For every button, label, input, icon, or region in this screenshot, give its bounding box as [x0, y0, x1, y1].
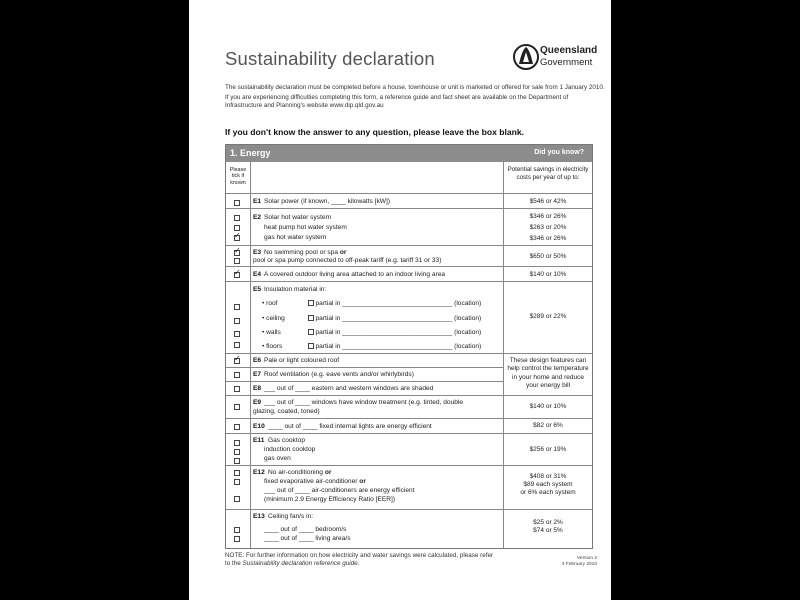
footnote-line-2 — [225, 560, 359, 567]
e5-roof-location: (location) — [454, 300, 482, 307]
e13-bedroom-checkbox[interactable] — [234, 527, 240, 533]
e5-walls-partial-checkbox[interactable] — [308, 329, 314, 335]
e8-text: ___ out of ____ eastern and western windows are shaded — [264, 385, 434, 392]
e12-or-2: or — [359, 478, 366, 485]
e3-text-1a: No swimming pool or spa — [264, 249, 340, 256]
form-sheet — [189, 0, 611, 600]
section-header — [226, 145, 592, 162]
e12-saving-1: $408 or 31% — [529, 473, 567, 480]
e5-ceiling-checkbox[interactable] — [234, 318, 240, 324]
e5-roof-partial-checkbox[interactable] — [308, 300, 314, 306]
e5-ceiling-item: • ceiling — [262, 315, 285, 322]
e2-gas-checkbox[interactable] — [234, 235, 240, 241]
e6-code: E6 — [253, 357, 262, 364]
divider — [250, 162, 251, 548]
e2-saving-1: $346 or 26% — [529, 213, 567, 220]
e11-text-2: induction cooktop — [264, 446, 316, 453]
e3-saving: $650 or 50% — [529, 253, 567, 260]
e12-efficient-checkbox[interactable] — [234, 496, 240, 502]
e2-text-3: gas hot water system — [264, 234, 327, 241]
e4-text: A covered outdoor living area attached to an indoor living area — [264, 271, 446, 278]
page-title: Sustainability declaration — [225, 48, 435, 69]
section-title: 1. Energy — [230, 148, 271, 158]
e12-code: E12 — [253, 469, 265, 476]
energy-table — [225, 144, 593, 549]
e10-saving: $82 or 6% — [533, 422, 563, 429]
e9-checkbox[interactable] — [234, 404, 240, 410]
e5-floors-partial-checkbox[interactable] — [308, 343, 314, 349]
blank-instruction: If you don't know the answer to any question, please leave the box blank. — [225, 127, 525, 137]
e12-no-ac-checkbox[interactable] — [234, 470, 240, 476]
e2-saving-2: $263 or 20% — [529, 224, 567, 231]
e3-text-1 — [264, 249, 346, 256]
e5-walls-label: walls — [266, 329, 281, 336]
e5-ceiling-partial-text: partial in ______________________________ — [315, 315, 453, 322]
e11-induction-checkbox[interactable] — [234, 449, 240, 455]
intro-para-2: If you are experiencing difficulties completing this form, a reference guide and fact sheet are available on the Department of Infrastructure and Planning's website www.dip.qld.gov.au — [225, 93, 569, 110]
row-divider — [226, 418, 592, 419]
e5-ceiling-label: ceiling — [266, 315, 285, 322]
e2-code: E2 — [253, 214, 262, 221]
e1-saving: $546 or 42% — [529, 198, 567, 205]
e3-or: or — [339, 249, 347, 256]
e3-code: E3 — [253, 249, 262, 256]
e5-ceiling-partial — [308, 315, 481, 322]
row-divider — [226, 509, 592, 510]
e1-code: E1 — [253, 198, 262, 205]
e8-checkbox[interactable] — [234, 386, 240, 392]
row-divider — [226, 208, 592, 209]
tick-column-header: Please tick if known — [229, 167, 247, 186]
e7-code: E7 — [253, 371, 262, 378]
e5-walls-partial — [308, 329, 481, 336]
e5-roof-partial — [308, 300, 481, 307]
logo-line2: Government — [540, 57, 593, 68]
e5-floors-partial-text: partial in ______________________________ — [315, 343, 453, 350]
e5-floors-label: floors — [266, 343, 283, 350]
e2-saving-3: $346 or 26% — [529, 235, 567, 242]
e4-code: E4 — [253, 271, 262, 278]
e6-text: Pale or light coloured roof — [264, 357, 340, 364]
e4-saving: $140 or 10% — [529, 271, 567, 278]
e5-code: E5 — [253, 286, 262, 293]
crest-icon — [513, 42, 539, 72]
intro-para-1: The sustainability declaration must be completed before a house, townhouse or unit is marketed or offered for sale from 1 January 2010. — [225, 84, 605, 91]
e5-floors-partial — [308, 343, 481, 350]
e5-floors-location: (location) — [454, 343, 482, 350]
e5-roof-item: • roof — [262, 300, 278, 307]
e11-text-3: gas oven — [264, 455, 291, 462]
e2-text-1: Solar hot water system — [264, 214, 332, 221]
footnote-prefix: to the — [225, 560, 243, 567]
e5-walls-checkbox[interactable] — [234, 331, 240, 337]
e13-text-1: ____ out of ____ bedroom/s — [264, 526, 347, 533]
e11-text-1: Gas cooktop — [268, 437, 306, 444]
e12-text-1 — [268, 469, 331, 476]
row-divider — [226, 353, 592, 354]
e10-text: ____ out of ____ fixed internal lights are energy efficient — [268, 423, 432, 430]
e5-walls-partial-text: partial in ______________________________ — [315, 329, 453, 336]
e11-gas-oven-checkbox[interactable] — [234, 458, 240, 464]
row-divider — [226, 281, 592, 282]
e13-saving-2: $74 or 5% — [533, 527, 563, 534]
savings-column-header: Potential savings in electricity costs per year of up to: — [507, 166, 589, 181]
e13-text-2: ____ out of ____ living area/s — [264, 535, 351, 542]
e5-walls-item: • walls — [262, 329, 281, 336]
e3-no-pool-checkbox[interactable] — [234, 250, 240, 256]
e12-text-4: (minimum 2.9 Energy Efficiency Ratio [EER]) — [264, 496, 396, 503]
e9-saving: $140 or 10% — [529, 403, 567, 410]
e5-floors-checkbox[interactable] — [234, 342, 240, 348]
e5-walls-location: (location) — [454, 329, 482, 336]
e1-checkbox[interactable] — [234, 200, 240, 206]
row-divider — [226, 193, 592, 194]
e12-or-1: or — [324, 469, 332, 476]
e12-saving-2: $89 each system — [523, 481, 573, 488]
e11-saving: $256 or 19% — [529, 446, 567, 453]
e11-gas-cooktop-checkbox[interactable] — [234, 440, 240, 446]
version-date: 4 February 2010 — [561, 562, 597, 567]
row-divider — [226, 381, 503, 382]
e3-pump-checkbox[interactable] — [234, 258, 240, 264]
e5-text: Insulation material in: — [264, 286, 327, 293]
e12-saving-3: or 6% each system — [520, 489, 576, 496]
row-divider — [226, 367, 503, 368]
e2-solar-checkbox[interactable] — [234, 215, 240, 221]
e13-code: E13 — [253, 513, 265, 520]
e13-text: Ceiling fan/s in: — [268, 513, 314, 520]
row-divider — [226, 465, 592, 466]
e4-checkbox[interactable] — [234, 272, 240, 278]
row-divider — [226, 395, 592, 396]
e9-text-2: glazing, coated, toned) — [253, 408, 320, 415]
e12-evaporative-checkbox[interactable] — [234, 479, 240, 485]
version-info — [562, 556, 597, 568]
version-number: Version 2 — [576, 556, 597, 561]
e1-text: Solar power (if known, ____ kilowatts [kW]) — [264, 198, 391, 205]
e12-text-2 — [264, 478, 366, 485]
e9-code: E9 — [253, 399, 262, 406]
e5-floors-item: • floors — [262, 343, 283, 350]
e13-living-checkbox[interactable] — [234, 536, 240, 542]
e5-ceiling-location: (location) — [454, 315, 482, 322]
e5-ceiling-partial-checkbox[interactable] — [308, 315, 314, 321]
e8-code: E8 — [253, 385, 262, 392]
e3-text-2: pool or spa pump connected to off-peak tariff (e.g. tariff 31 or 33) — [253, 257, 442, 264]
e5-roof-partial-text: partial in ______________________________ — [315, 300, 453, 307]
queensland-government-logo — [513, 42, 603, 76]
e6-e8-saving: These design features can help control the temperature in your home and reduce your energy bill — [507, 357, 589, 390]
e5-roof-label: roof — [266, 300, 278, 307]
row-divider — [226, 433, 592, 434]
e5-saving: $289 or 22% — [529, 313, 567, 320]
e7-checkbox[interactable] — [234, 372, 240, 378]
e9-text-1: ___ out of ____ windows have window treatment (e.g. tinted, double — [264, 399, 464, 406]
e13-saving-1: $25 or 2% — [533, 519, 563, 526]
e11-code: E11 — [253, 437, 265, 444]
footnote-line-1: NOTE: For further information on how electricity and water savings were calculated, please refer — [225, 552, 494, 559]
e7-text: Roof ventilation (e.g. eave vents and/or whirlybirds) — [264, 371, 414, 378]
footnote-suffix: . — [357, 560, 360, 567]
e12-text-1a: No air-conditioning — [268, 469, 325, 476]
row-divider — [226, 245, 592, 246]
row-divider — [226, 266, 592, 267]
intro-text — [225, 84, 605, 112]
e6-checkbox[interactable] — [234, 358, 240, 364]
did-you-know-label: Did you know? — [534, 149, 584, 156]
logo-line1: Queensland — [540, 45, 598, 56]
e2-text-2: heat pump hot water system — [264, 224, 347, 231]
e12-text-2a: fixed evaporative air-conditioner — [264, 478, 360, 485]
e10-code: E10 — [253, 423, 265, 430]
reference-guide-title: Sustainability declaration reference guide — [242, 560, 358, 567]
e5-roof-checkbox[interactable] — [234, 304, 240, 310]
e10-checkbox[interactable] — [234, 424, 240, 430]
e12-text-3: ___ out of ____ air-conditioners are energy efficient — [264, 487, 415, 494]
